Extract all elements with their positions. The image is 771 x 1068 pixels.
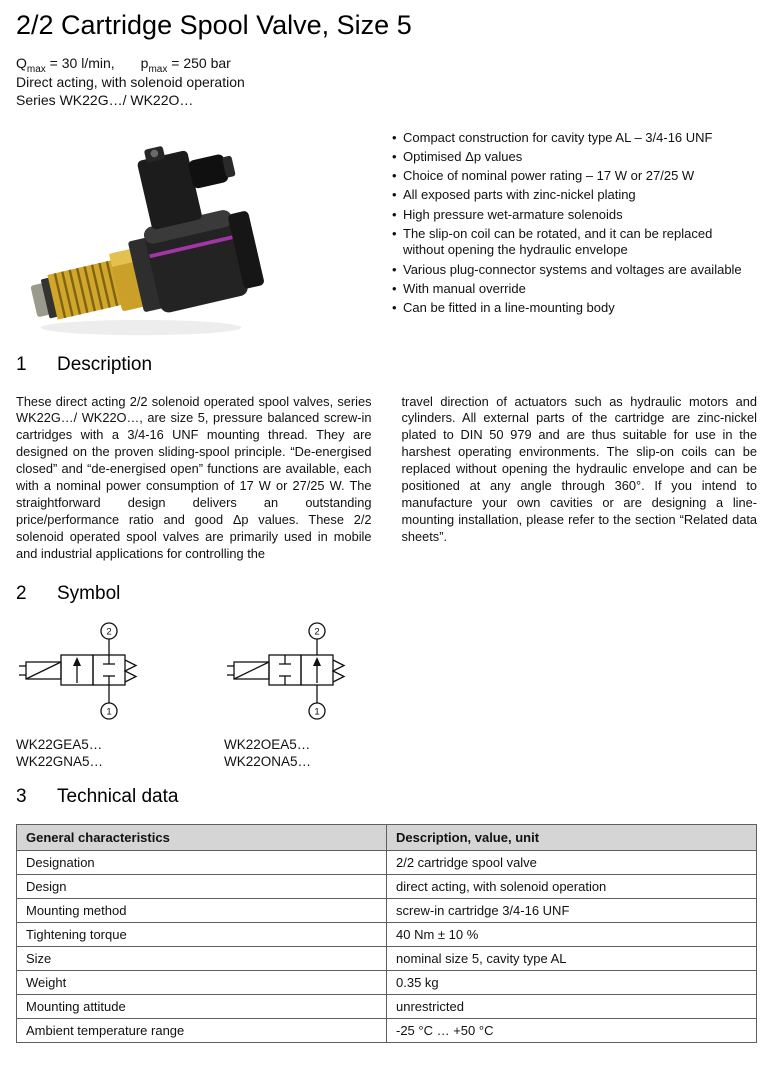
symbol-model-label: WK22GEA5… — [16, 736, 103, 752]
value-cell: unrestricted — [387, 994, 757, 1018]
section-title: Description — [57, 353, 153, 375]
operation-line: Direct acting, with solenoid operation — [16, 73, 245, 90]
table-header-general: General characteristics — [17, 824, 387, 850]
symbol-block-closed — [16, 621, 186, 770]
section-title: Technical data — [57, 785, 179, 807]
page-title: 2/2 Cartridge Spool Valve, Size 5 — [16, 10, 412, 40]
valve-symbol-closed-diagram — [16, 621, 186, 721]
symbol-model-label: WK22GNA5… — [16, 753, 104, 769]
table-row — [17, 898, 757, 922]
valve-symbol-open-diagram — [224, 621, 394, 721]
spec-summary — [16, 54, 757, 110]
spring-icon — [333, 660, 344, 682]
section-description-heading — [16, 354, 757, 376]
symbol-labels-closed — [16, 736, 186, 770]
feature-item: • Can be fitted in a line-mounting body — [391, 300, 757, 316]
symbols-row — [16, 621, 757, 770]
table-row — [17, 1018, 757, 1042]
qmax-subscript: max — [26, 63, 46, 75]
product-photo-illustration — [16, 134, 266, 339]
value-cell: 2/2 cartridge spool valve — [387, 850, 757, 874]
symbol-model-label: WK22OEA5… — [224, 736, 311, 752]
flow-arrow-icon — [73, 657, 81, 666]
table-header-value: Description, value, unit — [387, 824, 757, 850]
section-symbol-heading — [16, 583, 757, 605]
photo-shadow — [41, 319, 241, 334]
description-column-1: These direct acting 2/2 solenoid operated spool valves, series WK22G…/ WK22O…, are size 5, pressure balanced screw-in cartridges with a 3/4-16 UNF mounting thread. They are designed on the proven sliding-spool principle. “De-energised closed” and “de-energised open” functions are available, each with a nominal power consumption of 17 W or 27/25 W. The straightforward design delivers an outstanding price/performance ratio and good Δp values. These 2/2 solenoid operated spool valves are primarily used in mobile and industrial applications for controlling the — [16, 393, 372, 561]
feature-item: • Compact construction for cavity type AL – 3/4-16 UNF — [391, 130, 757, 146]
qmax-value: = 30 l/min, — [45, 55, 115, 71]
pmax-subscript: max — [148, 63, 168, 75]
intro-row — [16, 129, 757, 344]
characteristic-cell: Ambient temperature range — [17, 1018, 387, 1042]
pmax-group — [140, 55, 231, 75]
series-line: Series WK22G…/ WK22O… — [16, 92, 194, 108]
table-row — [17, 946, 757, 970]
value-cell: 40 Nm ± 10 % — [387, 922, 757, 946]
description-columns — [16, 394, 757, 563]
flow-arrow-icon — [313, 657, 321, 666]
pmax-value: = 250 bar — [167, 55, 231, 71]
characteristic-cell: Weight — [17, 970, 387, 994]
flow-pressure-ratings — [16, 54, 757, 73]
table-row — [17, 922, 757, 946]
port-2-label: 2 — [314, 626, 320, 638]
section-number: 2 — [16, 582, 27, 604]
port-1-label: 1 — [106, 706, 112, 718]
characteristic-cell: Mounting attitude — [17, 994, 387, 1018]
characteristic-cell: Mounting method — [17, 898, 387, 922]
section-number: 3 — [16, 785, 27, 807]
feature-item: • The slip-on coil can be rotated, and it can be replaced without opening the hydraulic envelope — [391, 226, 757, 259]
spring-icon — [125, 660, 136, 682]
table-header-row — [17, 824, 757, 850]
table-row — [17, 874, 757, 898]
value-cell: screw-in cartridge 3/4-16 UNF — [387, 898, 757, 922]
feature-item: • Various plug-connector systems and voltages are available — [391, 262, 757, 278]
symbol-model-label: WK22ONA5… — [224, 753, 312, 769]
table-row — [17, 850, 757, 874]
characteristic-cell: Designation — [17, 850, 387, 874]
product-photo — [16, 134, 268, 344]
characteristic-cell: Size — [17, 946, 387, 970]
feature-item: • Optimised Δp values — [391, 149, 757, 165]
technical-data-table — [16, 824, 757, 1043]
qmax-symbol: Q — [16, 55, 27, 71]
features-list — [391, 130, 757, 320]
value-cell: 0.35 kg — [387, 970, 757, 994]
feature-item: • All exposed parts with zinc-nickel plating — [391, 187, 757, 203]
value-cell: direct acting, with solenoid operation — [387, 874, 757, 898]
port-2-label: 2 — [106, 626, 112, 638]
section-technical-heading — [16, 786, 757, 808]
cartridge-thread — [27, 248, 146, 330]
port-1-label: 1 — [314, 706, 320, 718]
feature-item: • With manual override — [391, 281, 757, 297]
value-cell: nominal size 5, cavity type AL — [387, 946, 757, 970]
feature-item: • Choice of nominal power rating – 17 W or 27/25 W — [391, 168, 757, 184]
pmax-symbol: p — [140, 55, 149, 71]
characteristic-cell: Tightening torque — [17, 922, 387, 946]
section-number: 1 — [16, 353, 27, 375]
description-column-2: travel direction of actuators such as hydraulic motors and cylinders. All external parts of the cartridge are zinc-nickel plated to DIN 50 979 and are thus suitable for use in the harshest operating environments. The slip-on coils can be replaced without opening the hydraulic envelope and can be positioned at any angle through 360°. If you intend to manufacture your own cavities or are designing a line-mounting installation, please refer to the section “Related data sheets”. — [401, 393, 757, 544]
characteristic-cell: Design — [17, 874, 387, 898]
feature-item: • High pressure wet-armature solenoids — [391, 207, 757, 223]
symbol-block-open — [224, 621, 394, 770]
table-row — [17, 994, 757, 1018]
value-cell: -25 °C … +50 °C — [387, 1018, 757, 1042]
section-title: Symbol — [57, 582, 121, 604]
table-row — [17, 970, 757, 994]
symbol-labels-open — [224, 736, 394, 770]
